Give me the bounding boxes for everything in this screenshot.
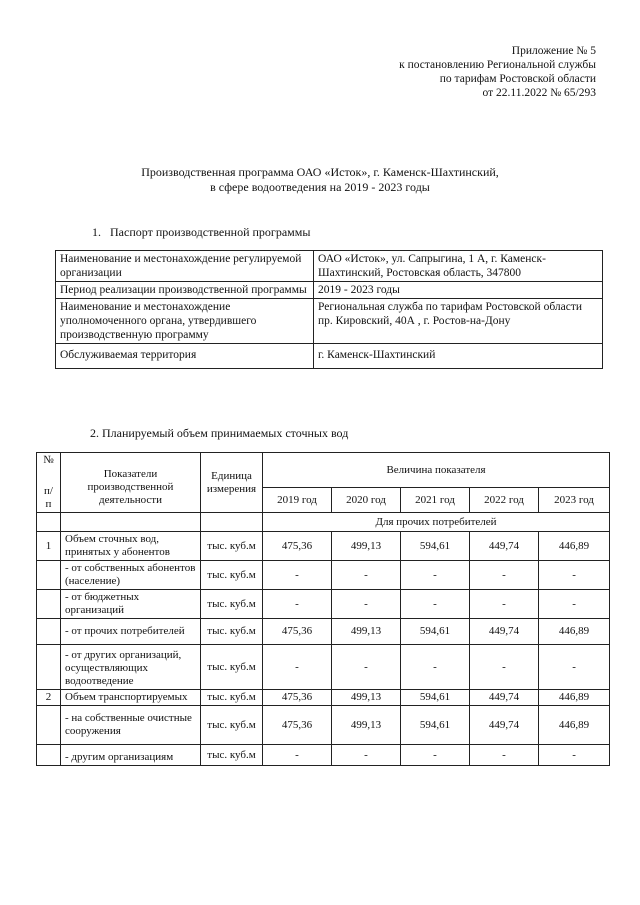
appendix-line: по тарифам Ростовской области (439, 73, 596, 85)
row-indicator: - на собственные очистные сооружения (61, 706, 201, 745)
row-value: 499,13 (332, 619, 401, 645)
row-value: - (332, 590, 401, 619)
row-value: - (263, 745, 332, 766)
table-row (37, 706, 610, 745)
header-indicators: Показатели производственной деятельности (61, 453, 201, 513)
row-value: 499,13 (332, 706, 401, 745)
row-unit: тыс. куб.м (201, 645, 263, 690)
row-unit: тыс. куб.м (201, 706, 263, 745)
table-row (56, 251, 603, 282)
row-value: - (470, 561, 539, 590)
row-indicator: Объем сточных вод, принятых у абонентов (61, 532, 201, 561)
row-indicator: - другим организациям (61, 745, 201, 766)
row-number: 2 (37, 690, 61, 706)
row-value: - (539, 745, 610, 766)
header-number (37, 453, 61, 513)
row-value: 475,36 (263, 619, 332, 645)
row-value: 446,89 (539, 690, 610, 706)
row-value: 449,74 (470, 619, 539, 645)
table-row (56, 299, 603, 344)
row-number (37, 745, 61, 766)
row-value: 449,74 (470, 690, 539, 706)
row-value: 449,74 (470, 706, 539, 745)
row-value: - (401, 745, 470, 766)
row-value: - (539, 645, 610, 690)
row-unit: тыс. куб.м (201, 690, 263, 706)
table-header-row (37, 513, 610, 532)
table-row (37, 561, 610, 590)
row-unit: тыс. куб.м (201, 745, 263, 766)
header-year: 2021 год (401, 488, 470, 513)
passport-value: г. Каменск-Шахтинский (314, 344, 603, 369)
table-header-row (37, 453, 610, 488)
row-indicator: - от собственных абонентов (население) (61, 561, 201, 590)
header-blank (61, 513, 201, 532)
row-value: - (470, 745, 539, 766)
passport-table (55, 250, 603, 369)
appendix-line: Приложение № 5 (511, 45, 596, 57)
table-row (37, 619, 610, 645)
row-value: 446,89 (539, 706, 610, 745)
row-indicator: - от бюджетных организаций (61, 590, 201, 619)
header-number-line: п/ (44, 485, 53, 497)
row-value: 594,61 (401, 532, 470, 561)
section2-heading: 2. Планируемый объем принимаемых сточных вод (90, 426, 349, 440)
header-value-group: Величина показателя (263, 453, 610, 488)
row-value: 499,13 (332, 690, 401, 706)
table-row (37, 590, 610, 619)
row-value: - (539, 561, 610, 590)
header-number-line: № (43, 454, 54, 466)
passport-value: 2019 - 2023 годы (314, 282, 603, 299)
row-value: - (401, 590, 470, 619)
title-line: в сфере водоотведения на 2019 - 2023 годы (210, 180, 430, 194)
row-indicator: - от других организаций, осуществляющих водоотведение (61, 645, 201, 690)
header-unit: Единица измерения (201, 453, 263, 513)
passport-value-line: Региональная служба по тарифам Ростовской области (318, 301, 583, 313)
row-value: - (263, 590, 332, 619)
row-value: 499,13 (332, 532, 401, 561)
row-value: 594,61 (401, 619, 470, 645)
passport-label: Период реализации производственной программы (56, 282, 314, 299)
row-number (37, 619, 61, 645)
row-number (37, 706, 61, 745)
row-value: 475,36 (263, 532, 332, 561)
section1-heading (92, 225, 310, 240)
section1-title: Паспорт производственной программы (110, 225, 311, 239)
row-indicator: - от прочих потребителей (61, 619, 201, 645)
row-number: 1 (37, 532, 61, 561)
header-number-line: п (45, 498, 52, 510)
section1-number: 1. (92, 225, 101, 239)
row-value: 446,89 (539, 619, 610, 645)
row-value: 475,36 (263, 706, 332, 745)
volume-table (36, 452, 610, 766)
passport-label: Наименование и местонахождение регулируемой организации (56, 251, 314, 282)
row-value: - (332, 561, 401, 590)
row-number (37, 645, 61, 690)
row-value: - (263, 561, 332, 590)
appendix-header (399, 44, 596, 100)
header-blank (201, 513, 263, 532)
header-year: 2022 год (470, 488, 539, 513)
passport-label: Наименование и местонахождение уполномоченного органа, утвердившего производственную программу (56, 299, 314, 344)
row-indicator: Объем транспортируемых (61, 690, 201, 706)
table-row (37, 745, 610, 766)
row-number (37, 590, 61, 619)
table-row (56, 344, 603, 369)
row-number (37, 561, 61, 590)
header-consumers: Для прочих потребителей (263, 513, 610, 532)
table-row (37, 645, 610, 690)
passport-value-line: пр. Кировский, 40А , г. Ростов-на-Дону (318, 315, 511, 327)
row-value: 449,74 (470, 532, 539, 561)
header-year: 2020 год (332, 488, 401, 513)
header-year: 2023 год (539, 488, 610, 513)
table-row (37, 532, 610, 561)
header-blank (37, 513, 61, 532)
row-value: - (401, 561, 470, 590)
appendix-line: к постановлению Региональной службы (399, 59, 596, 71)
appendix-line: от 22.11.2022 № 65/293 (482, 87, 596, 99)
row-unit: тыс. куб.м (201, 561, 263, 590)
header-year: 2019 год (263, 488, 332, 513)
row-value: - (470, 645, 539, 690)
row-value: 594,61 (401, 690, 470, 706)
row-unit: тыс. куб.м (201, 619, 263, 645)
row-value: - (539, 590, 610, 619)
passport-label: Обслуживаемая территория (56, 344, 314, 369)
row-value: - (263, 645, 332, 690)
row-value: - (332, 645, 401, 690)
document-title (0, 165, 640, 195)
row-value: 594,61 (401, 706, 470, 745)
row-value: 446,89 (539, 532, 610, 561)
row-unit: тыс. куб.м (201, 532, 263, 561)
row-value: 475,36 (263, 690, 332, 706)
row-value: - (332, 745, 401, 766)
table-row (56, 282, 603, 299)
row-value: - (470, 590, 539, 619)
passport-value: ОАО «Исток», ул. Сапрыгина, 1 А, г. Каменск-Шахтинский, Ростовская область, 347800 (314, 251, 603, 282)
passport-value (314, 299, 603, 344)
row-unit: тыс. куб.м (201, 590, 263, 619)
title-line: Производственная программа ОАО «Исток», г. Каменск-Шахтинский, (141, 165, 499, 179)
table-row (37, 690, 610, 706)
row-value: - (401, 645, 470, 690)
